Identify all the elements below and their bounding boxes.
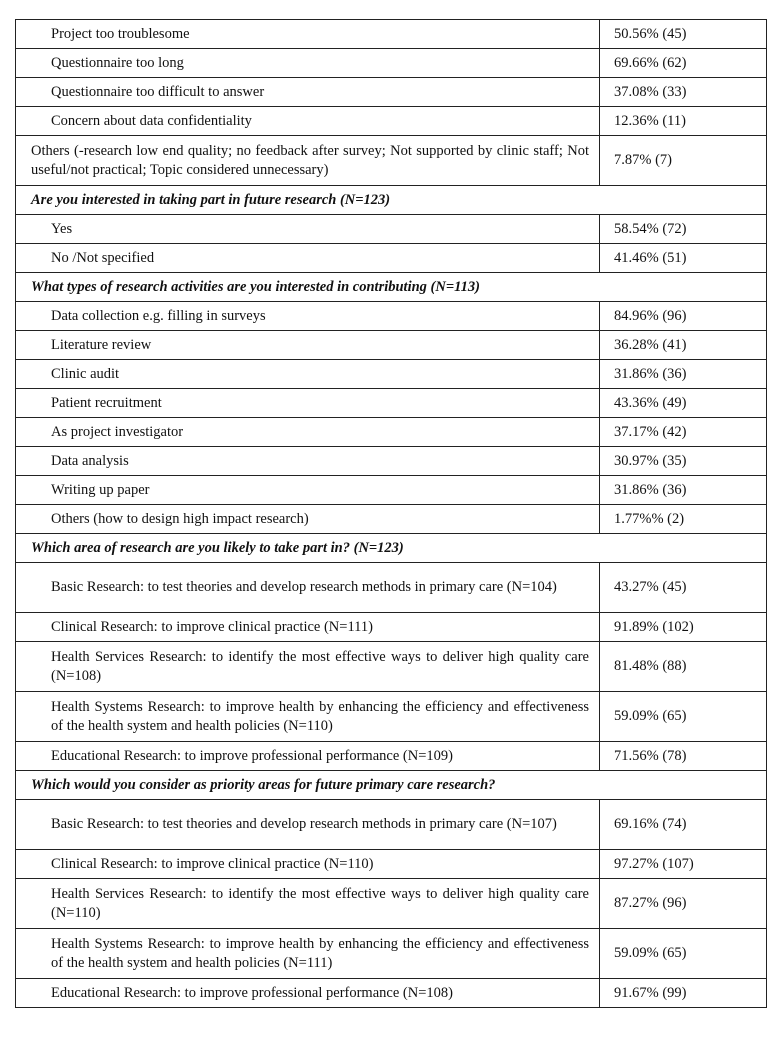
row-label: Questionnaire too difficult to answer — [16, 78, 600, 107]
row-label: Writing up paper — [16, 476, 600, 505]
row-label: Clinical Research: to improve clinical practice (N=110) — [16, 850, 600, 879]
row-value: 71.56% (78) — [600, 742, 767, 771]
row-value: 43.36% (49) — [600, 389, 767, 418]
row-label: Basic Research: to test theories and develop research methods in primary care (N=107) — [16, 800, 600, 850]
row-value: 69.66% (62) — [600, 49, 767, 78]
row-value: 43.27% (45) — [600, 563, 767, 613]
row-value: 91.67% (99) — [600, 979, 767, 1008]
row-label: Data analysis — [16, 447, 600, 476]
table-row — [16, 215, 767, 244]
section-header: Which would you consider as priority areas for future primary care research? — [16, 771, 767, 800]
row-value: 59.09% (65) — [600, 692, 767, 742]
table-row — [16, 302, 767, 331]
row-value: 91.89% (102) — [600, 613, 767, 642]
row-label: As project investigator — [16, 418, 600, 447]
section-header-row — [16, 534, 767, 563]
row-label: Data collection e.g. filling in surveys — [16, 302, 600, 331]
table-row — [16, 505, 767, 534]
row-value: 37.08% (33) — [600, 78, 767, 107]
table-row — [16, 447, 767, 476]
table-row — [16, 850, 767, 879]
row-value: 7.87% (7) — [600, 136, 767, 186]
row-value: 50.56% (45) — [600, 20, 767, 49]
row-value: 31.86% (36) — [600, 476, 767, 505]
row-value: 69.16% (74) — [600, 800, 767, 850]
row-label: Basic Research: to test theories and develop research methods in primary care (N=104) — [16, 563, 600, 613]
row-label: Educational Research: to improve professional performance (N=109) — [16, 742, 600, 771]
table-row — [16, 642, 767, 692]
table-row — [16, 244, 767, 273]
row-value: 1.77%% (2) — [600, 505, 767, 534]
row-label: Yes — [16, 215, 600, 244]
table-row — [16, 136, 767, 186]
section-header-row — [16, 186, 767, 215]
table-row — [16, 563, 767, 613]
row-label: Health Services Research: to identify the most effective ways to deliver high quality care (N=108) — [16, 642, 600, 692]
row-label: Health Services Research: to identify the most effective ways to deliver high quality care (N=110) — [16, 879, 600, 929]
section-header: What types of research activities are you interested in contributing (N=113) — [16, 273, 767, 302]
table-row — [16, 692, 767, 742]
row-label: Patient recruitment — [16, 389, 600, 418]
table-row — [16, 20, 767, 49]
row-value: 37.17% (42) — [600, 418, 767, 447]
row-value: 97.27% (107) — [600, 850, 767, 879]
row-label: Clinical Research: to improve clinical practice (N=111) — [16, 613, 600, 642]
table-row — [16, 49, 767, 78]
row-label: Concern about data confidentiality — [16, 107, 600, 136]
row-value: 31.86% (36) — [600, 360, 767, 389]
section-header-row — [16, 273, 767, 302]
results-table-body — [16, 20, 767, 1008]
row-label: Literature review — [16, 331, 600, 360]
row-value: 12.36% (11) — [600, 107, 767, 136]
results-table — [15, 19, 767, 1008]
table-row — [16, 979, 767, 1008]
row-label: No /Not specified — [16, 244, 600, 273]
table-row — [16, 389, 767, 418]
row-label: Clinic audit — [16, 360, 600, 389]
section-header-row — [16, 771, 767, 800]
row-value: 87.27% (96) — [600, 879, 767, 929]
row-value: 36.28% (41) — [600, 331, 767, 360]
table-row — [16, 331, 767, 360]
row-value: 30.97% (35) — [600, 447, 767, 476]
row-label: Project too troublesome — [16, 20, 600, 49]
row-value: 58.54% (72) — [600, 215, 767, 244]
row-label: Others (-research low end quality; no feedback after survey; Not supported by clinic staff; Not useful/not practical; Topic considered unnecessary) — [16, 136, 600, 186]
table-row — [16, 107, 767, 136]
row-value: 41.46% (51) — [600, 244, 767, 273]
section-header: Are you interested in taking part in future research (N=123) — [16, 186, 767, 215]
row-label: Questionnaire too long — [16, 49, 600, 78]
table-row — [16, 613, 767, 642]
row-label: Others (how to design high impact research) — [16, 505, 600, 534]
row-value: 59.09% (65) — [600, 929, 767, 979]
table-row — [16, 879, 767, 929]
row-value: 81.48% (88) — [600, 642, 767, 692]
section-header: Which area of research are you likely to take part in? (N=123) — [16, 534, 767, 563]
table-row — [16, 929, 767, 979]
row-value: 84.96% (96) — [600, 302, 767, 331]
table-row — [16, 360, 767, 389]
table-row — [16, 476, 767, 505]
table-row — [16, 418, 767, 447]
row-label: Health Systems Research: to improve health by enhancing the efficiency and effectiveness of the health system and health policies (N=111) — [16, 929, 600, 979]
table-row — [16, 800, 767, 850]
table-row — [16, 78, 767, 107]
table-row — [16, 742, 767, 771]
row-label: Health Systems Research: to improve health by enhancing the efficiency and effectiveness of the health system and health policies (N=110) — [16, 692, 600, 742]
row-label: Educational Research: to improve professional performance (N=108) — [16, 979, 600, 1008]
